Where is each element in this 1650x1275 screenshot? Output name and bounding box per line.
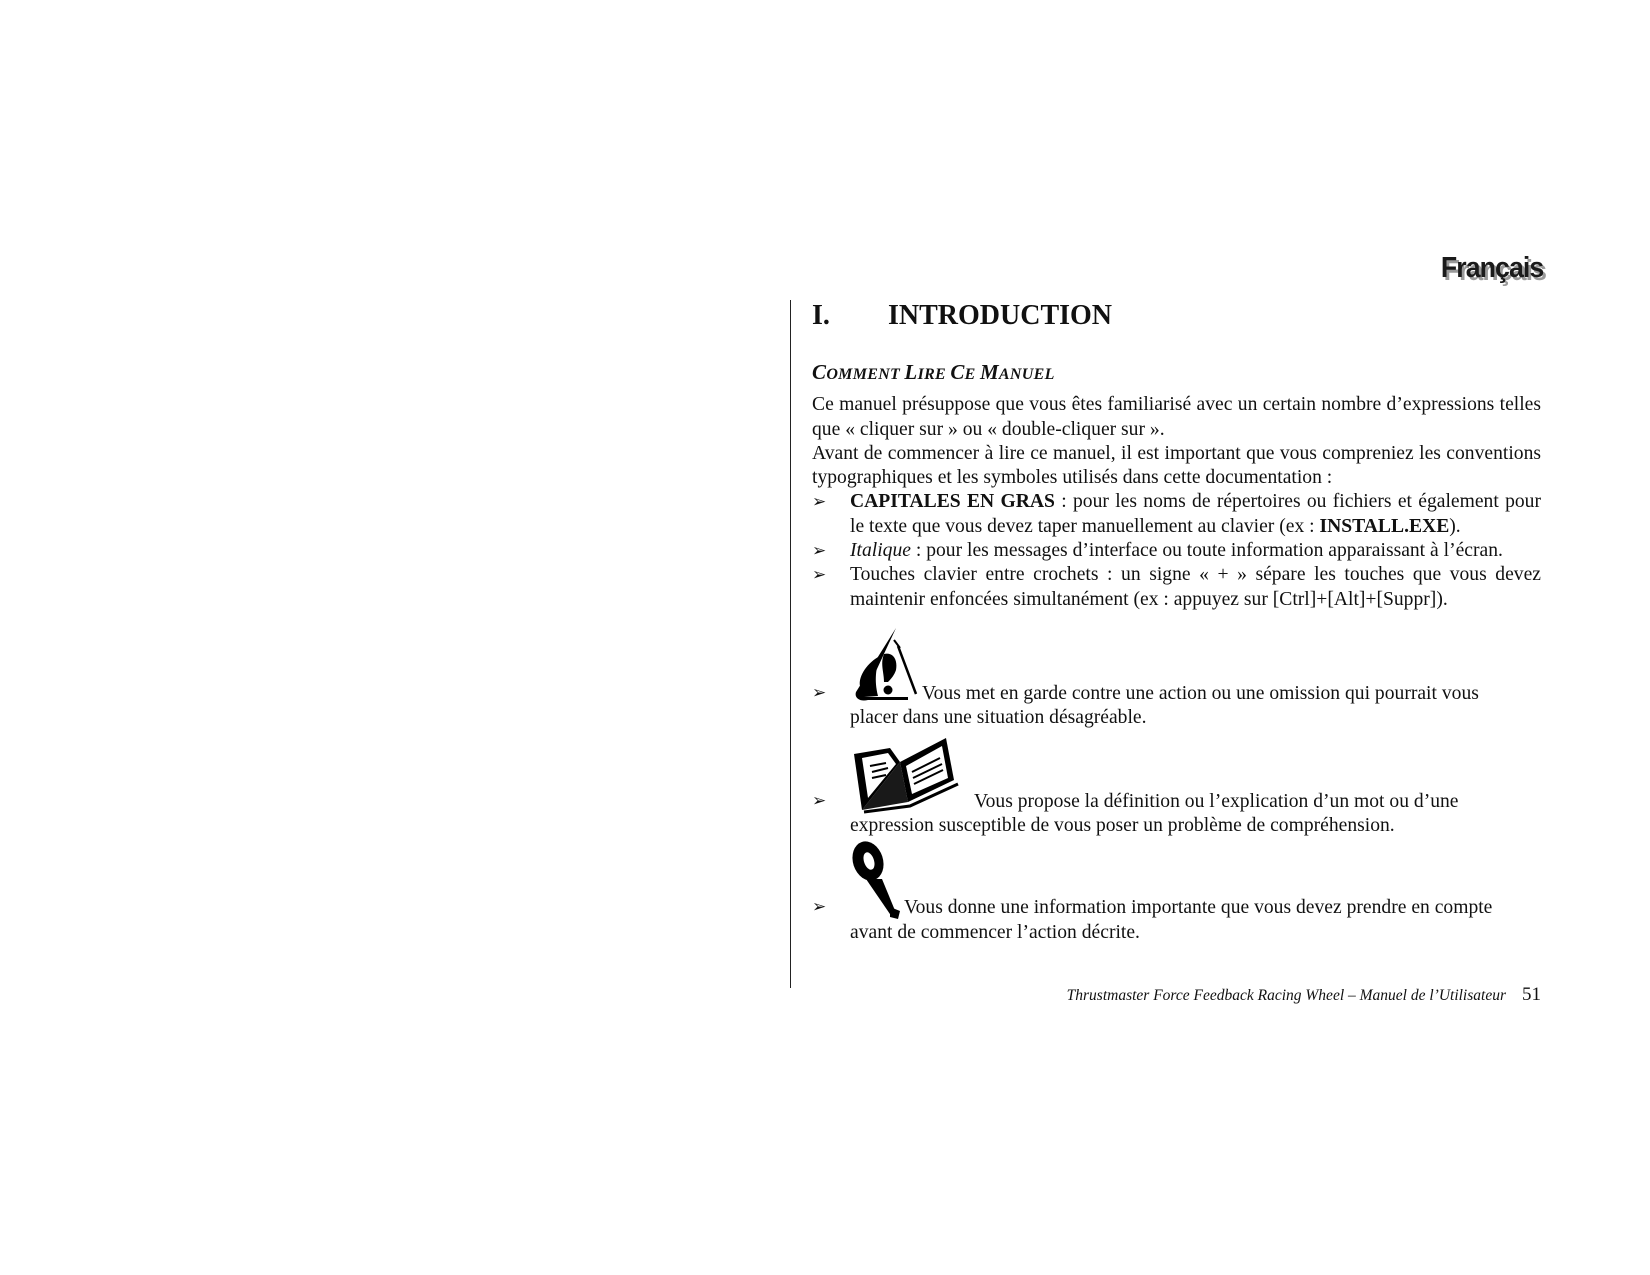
pen-nib-icon xyxy=(850,839,902,921)
bold-term: CAPITALES EN GRAS xyxy=(850,491,1055,513)
page-content xyxy=(812,296,1541,945)
footer-title: Thrustmaster Force Feedback Racing Wheel – Manuel de l’Utilisateur xyxy=(1066,987,1506,1004)
icon-line xyxy=(812,839,1541,921)
subsection-heading xyxy=(812,360,1541,387)
list-item-text: : pour les noms de répertoires ou fichiers et également pour le texte que vous devez taper manuellement au clavier (ex : xyxy=(850,491,1541,537)
list-item-text: ). xyxy=(1449,515,1461,537)
list-item-important xyxy=(812,839,1541,945)
page-footer xyxy=(812,984,1541,1006)
intro-paragraph: Avant de commencer à lire ce manuel, il est important que vous compreniez les conventions typographiques et les symboles utilisés dans cette documentation : xyxy=(812,442,1541,489)
arrowhead-bullet-icon: ➢ xyxy=(812,682,827,703)
arrowhead-bullet-icon: ➢ xyxy=(812,541,827,562)
subsection-heading-part: M xyxy=(979,360,999,384)
subsection-heading-part: C xyxy=(950,360,965,384)
warning-icon xyxy=(850,626,918,706)
list-item xyxy=(812,490,1541,539)
open-book-icon xyxy=(850,736,962,814)
section-title: INTRODUCTION xyxy=(888,300,1113,331)
list-item-text: : pour les messages d’interface ou toute information apparaissant à l’écran. xyxy=(910,540,1503,562)
section-heading xyxy=(812,296,1541,336)
list-item-text: Touches clavier entre crochets : un signe « + » sépare les touches que vous devez maintenir enfoncées simultanément (ex : appuyez sur [Ctrl]+[Alt]+[Suppr]). xyxy=(850,564,1541,610)
subsection-heading-part: OMMENT xyxy=(826,366,905,383)
icon-line xyxy=(812,626,1541,706)
list-item-warning xyxy=(812,626,1541,730)
conventions-list xyxy=(812,490,1541,944)
arrowhead-bullet-icon: ➢ xyxy=(812,897,827,918)
arrowhead-bullet-icon: ➢ xyxy=(812,790,827,811)
list-item-text: avant de commencer l’action décrite. xyxy=(850,921,1140,943)
subsection-heading-part: C xyxy=(812,360,827,384)
subsection-heading-part: IRE xyxy=(917,366,951,383)
list-item-text: Vous met en garde contre une action ou une omission qui pourrait vous xyxy=(922,682,1479,704)
list-item-text: Vous propose la définition ou l’explication d’un mot ou d’une xyxy=(974,790,1459,812)
language-label: Français xyxy=(1440,252,1543,284)
arrowhead-bullet-icon: ➢ xyxy=(812,565,827,586)
italic-term: Italique xyxy=(850,540,911,562)
list-item-text: Vous donne une information importante que vous devez prendre en compte xyxy=(904,897,1493,919)
list-item xyxy=(812,563,1541,612)
bold-example: INSTALL.EXE xyxy=(1319,515,1450,537)
margin-rule xyxy=(790,300,791,988)
icon-line xyxy=(812,736,1541,814)
section-number: I. xyxy=(812,300,830,331)
list-item-definition xyxy=(812,736,1541,838)
list-item xyxy=(812,539,1541,563)
arrowhead-bullet-icon: ➢ xyxy=(812,492,827,513)
subsection-heading-part: L xyxy=(904,360,918,384)
list-item-text: placer dans une situation désagréable. xyxy=(850,706,1147,728)
page-number: 51 xyxy=(1522,984,1541,1005)
subsection-heading-part: E xyxy=(964,366,980,383)
subsection-heading-part: ANUEL xyxy=(998,366,1055,383)
list-item-text: expression susceptible de vous poser un problème de compréhension. xyxy=(850,815,1395,837)
intro-paragraph: Ce manuel présuppose que vous êtes familiarisé avec un certain nombre d’expressions telles que « cliquer sur » ou « double-cliquer sur ». xyxy=(812,394,1541,440)
